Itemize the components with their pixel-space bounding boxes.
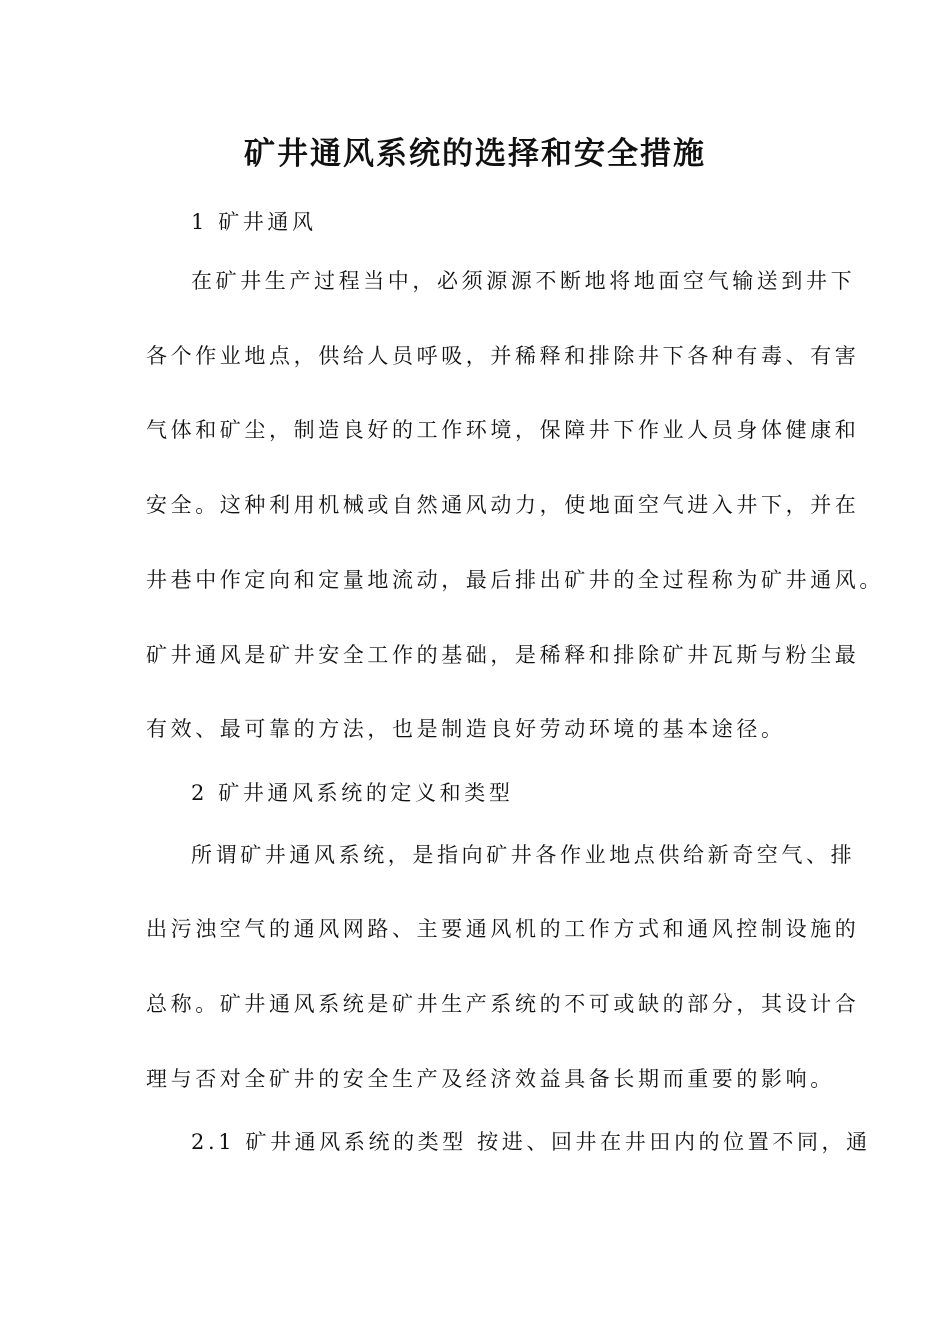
paragraph-line: 总称。矿井通风系统是矿井生产系统的不可或缺的部分，其设计合: [146, 992, 860, 1016]
paragraph-line: 矿井通风是矿井安全工作的基础，是稀释和排除矿井瓦斯与粉尘最: [146, 643, 860, 667]
paragraph-line: 各个作业地点，供给人员呼吸，并稀释和排除井下各种有毒、有害: [146, 344, 860, 368]
document-title: 矿井通风系统的选择和安全措施: [244, 136, 706, 172]
paragraph-line: 理与否对全矿井的安全生产及经济效益具备长期而重要的影响。: [146, 1067, 835, 1091]
section-heading-2: 2 矿井通风系统的定义和类型: [191, 781, 514, 805]
subsection-line: 2.1 矿井通风系统的类型 按进、回井在井田内的位置不同，通: [191, 1130, 871, 1154]
paragraph-line: 所谓矿井通风系统，是指向矿井各作业地点供给新奇空气、排: [191, 843, 856, 867]
paragraph-line: 出污浊空气的通风网路、主要通风机的工作方式和通风控制设施的: [146, 917, 860, 941]
paragraph-line: 气体和矿尘，制造良好的工作环境，保障井下作业人员身体健康和: [146, 418, 860, 442]
paragraph-line: 安全。这种利用机械或自然通风动力，使地面空气进入井下，并在: [146, 493, 860, 517]
paragraph-line: 有效、最可靠的方法，也是制造良好劳动环境的基本途径。: [146, 717, 786, 741]
paragraph-line: 在矿井生产过程当中，必须源源不断地将地面空气输送到井下: [191, 269, 856, 293]
section-heading-1: 1 矿井通风: [191, 210, 317, 234]
paragraph-line: 井巷中作定向和定量地流动，最后排出矿井的全过程称为矿井通风。: [146, 568, 884, 592]
